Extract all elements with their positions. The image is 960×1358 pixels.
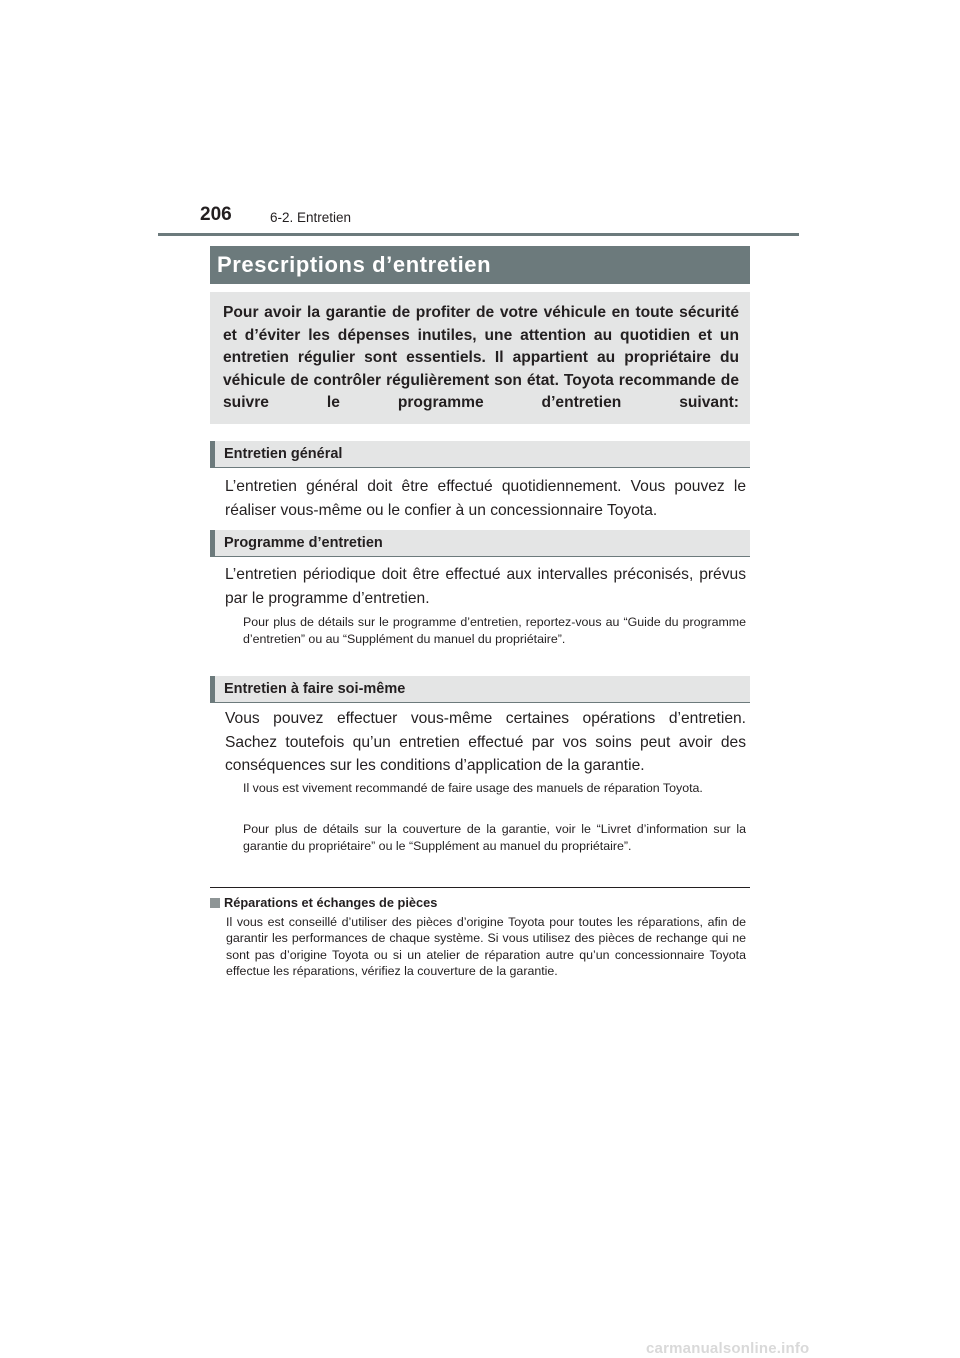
- title-bar: [210, 246, 750, 284]
- page-title: Prescriptions d’entretien: [217, 252, 492, 277]
- square-bullet-icon: [210, 898, 220, 908]
- subheading-diy: [210, 676, 750, 703]
- program-body: L’entretien périodique doit être effectué aux intervalles préconisés, prévus par le programme d’entretien.: [225, 566, 746, 607]
- subheading-program: [210, 530, 750, 557]
- subheading-general: [210, 441, 750, 468]
- subheading-program-label: Programme d’entretien: [224, 535, 383, 551]
- section-reference: 6-2. Entretien: [270, 210, 352, 225]
- diy-note-2: Pour plus de détails sur la couverture de la garantie, voir le “Livret d’information sur la garantie du propriétaire” ou le “Supplément au manuel du propriétaire”.: [243, 822, 746, 853]
- watermark: carmanualsonline.info: [646, 1340, 810, 1357]
- intro-text: Pour avoir la garantie de profiter de votre véhicule en toute sécurité et d’éviter les dépenses inutiles, une attention au quotidien et un entretien régulier sont essentiels. Il appartient au propriétaire du véhicule de contrôler régulièrement son état. Toyota recommande de suivre le programme d’entretien suivant:: [223, 304, 739, 411]
- footnote-heading-label: Réparations et échanges de pièces: [224, 895, 438, 910]
- page-number: 206: [200, 204, 232, 225]
- subheading-diy-label: Entretien à faire soi-même: [224, 681, 406, 697]
- intro-box: [210, 292, 750, 424]
- footnote-divider: [210, 887, 750, 888]
- subheading-general-label: Entretien général: [224, 446, 343, 462]
- program-note: Pour plus de détails sur le programme d’entretien, reportez-vous au “Guide du programme d’entretien” ou au “Supplément du manuel du propriétaire”.: [243, 615, 746, 646]
- footnote-body: Il vous est conseillé d’utiliser des pièces d’origine Toyota pour toutes les réparations, afin de garantir les performances de chaque système. Si vous utilisez des pièces de rechange qui ne sont pas d’origine Toyota ou si un atelier de réparation autre qu’un concessionnaire Toyota effectue les réparations, vérifiez la couverture de la garantie.: [226, 915, 746, 979]
- diy-note-1: Il vous est vivement recommandé de faire usage des manuels de réparation Toyota.: [243, 781, 703, 795]
- diy-body: Vous pouvez effectuer vous-même certaines opérations d’entretien. Sachez toutefois qu’un entretien effectué par vos soins peut avoir des conséquences sur les conditions d’application de la garantie.: [225, 710, 746, 774]
- footnote-heading: [210, 895, 437, 910]
- general-body: L’entretien général doit être effectué quotidiennement. Vous pouvez le réaliser vous-même ou le confier à un concessionnaire Toyota.: [225, 478, 746, 519]
- header-rule: [158, 233, 799, 236]
